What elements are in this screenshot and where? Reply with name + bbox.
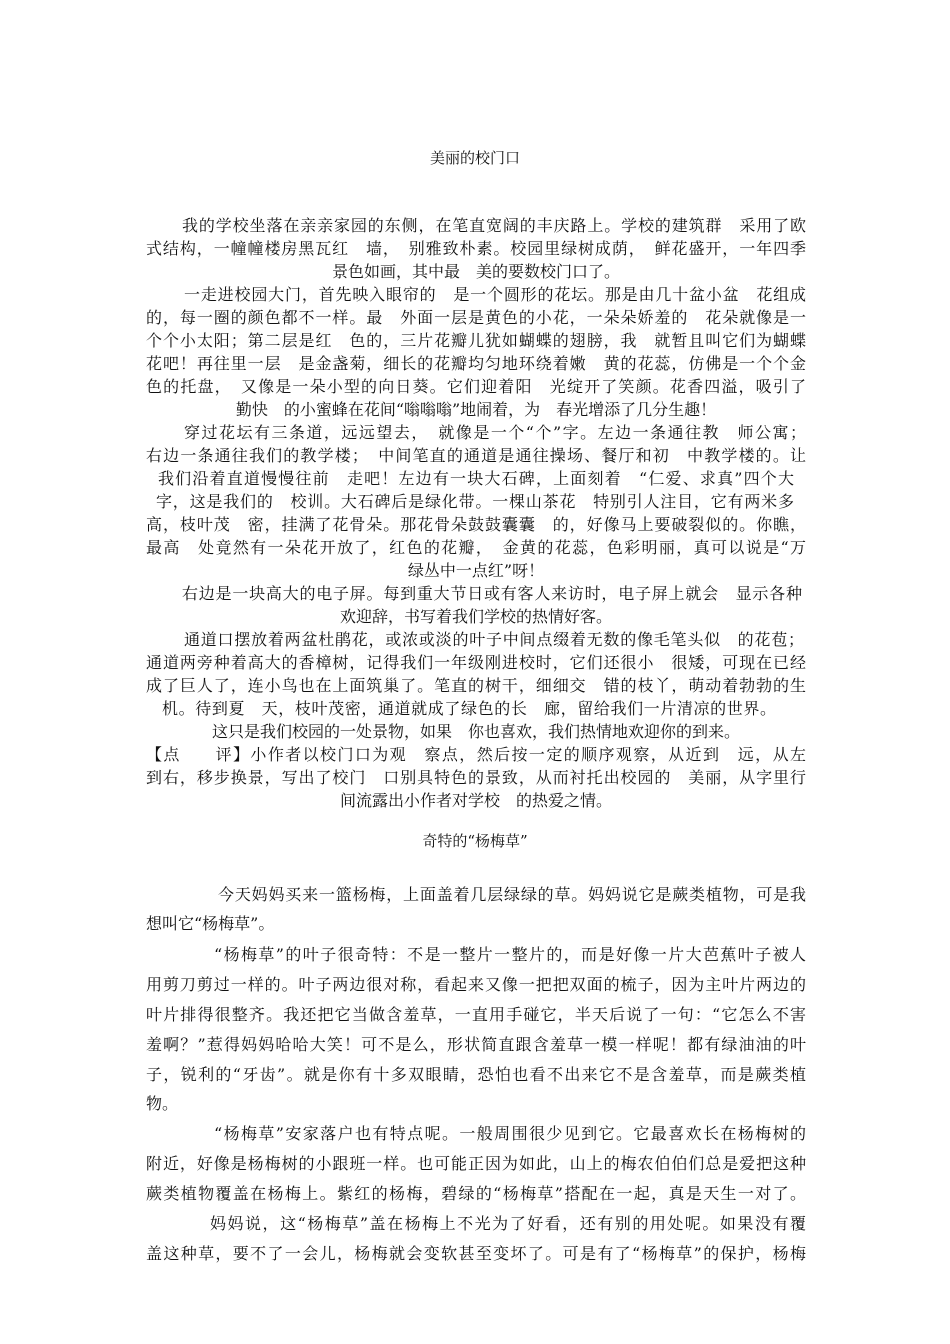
essay-1-line: 绿丛中一点红”呀！ <box>407 561 545 580</box>
essay-2-line: 子，锐利的“牙齿”。就是你有十多双眼睛，恐怕也看不出来它不是含羞草，而是蕨类植 <box>146 1065 806 1084</box>
essay-2-line: 叶片排得很整齐。我还把它当做含羞草，一直用手碰它，半天后说了一句：“它怎么不害 <box>146 1005 806 1024</box>
essay-2-line: “杨梅草”安家落户也有特点呢。一般周围很少见到它。它最喜欢长在杨梅树的 <box>214 1124 806 1143</box>
essay-1-line: 字，这是我们的 校训。大石碑后是绿化带。一棵山茶花 特别引人注目，它有两米多 <box>156 492 794 511</box>
essay-1-line: 欢迎辞，书写着我们学校的热情好客。 <box>339 607 612 626</box>
essay-1-line: 右边是一块高大的电子屏。每到重大节日或有客人来访时，电子屏上就会 显示各种 <box>182 584 802 603</box>
essay-2-line: 物。 <box>146 1094 179 1113</box>
essay-1-line: 勤快 的小蜜蜂在花间“嗡嗡嗡”地闹着，为 春光增添了几分生趣！ <box>235 400 717 419</box>
essay-1-line: 间流露出小作者对学校 的热爱之情。 <box>339 791 612 810</box>
essay-2-line: 用剪刀剪过一样的。叶子两边很对称，看起来又像一把把双面的梳子，因为主叶片两边的 <box>146 975 806 994</box>
essay-1-line: 高，枝叶茂 密，挂满了花骨朵。那花骨朵鼓鼓囊囊 的，好像马上要破裂似的。你瞧， <box>146 515 806 534</box>
essay-1-line: 通道口摆放着两盆杜鹃花，或浓或淡的叶子中间点缀着无数的像毛笔头似 的花苞； <box>184 630 804 649</box>
essay-2-line: 今天妈妈买来一篮杨梅，上面盖着几层绿绿的草。妈妈说它是蕨类植物，可是我 <box>218 885 806 904</box>
essay-2-line: 羞啊？”惹得妈妈哈哈大笑！可不是么，形状简直跟含羞草一模一样呢！都有绿油油的叶 <box>146 1035 806 1054</box>
essay-1-line: 成了巨人了，连小鸟也在上面筑巢了。笔直的树干，细细交 错的枝丫，萌动着勃勃的生 <box>146 676 806 695</box>
essay-1-line: 右边一条通往我们的教学楼； 中间笔直的通道是通往操场、餐厅和初 中教学楼的。让 <box>146 446 806 465</box>
essay-1-line: 的，每一圈的颜色都不一样。最 外面一层是黄色的小花，一朵朵娇羞的 花朵就像是一 <box>146 308 806 327</box>
essay-1-line: 机。待到夏 天，枝叶茂密，通道就成了绿色的长 廊，留给我们一片清凉的世界。 <box>162 699 776 718</box>
essay-2-line: 妈妈说，这“杨梅草”盖在杨梅上不光为了好看，还有别的用处呢。如果没有覆 <box>210 1214 806 1233</box>
essay-1-line: 我的学校坐落在亲亲家园的东侧，在笔直宽阔的丰庆路上。学校的建筑群 采用了欧 <box>182 216 806 235</box>
essay-1-line: 这只是我们校园的一处景物，如果 你也喜欢，我们热情地欢迎你的到来。 <box>211 722 740 741</box>
essay-2-title: 奇特的“杨梅草” <box>422 832 528 850</box>
essay-1-line: 式结构，一幢幢楼房黑瓦红 墙， 别雅致朴素。校园里绿树成荫， 鲜花盛开，一年四季 <box>146 239 806 258</box>
essay-2-line: “杨梅草”的叶子很奇特：不是一整片一整片的，而是好像一片大芭蕉叶子被人 <box>214 945 806 964</box>
essay-1-line: 花吧！再往里一层 是金盏菊，细长的花瓣均匀地环绕着嫩 黄的花蕊，仿佛是一个个金 <box>146 354 806 373</box>
essay-1-line: 穿过花坛有三条道，远远望去， 就像是一个“个”字。左边一条通往教 师公寓； <box>184 423 806 442</box>
essay-1-title: 美丽的校门口 <box>429 149 520 167</box>
essay-1-line: 最高 处竟然有一朵花开放了，红色的花瓣， 金黄的花蕊，色彩明丽，真可以说是“万 <box>146 538 806 557</box>
essay-1-line: 一走进校园大门，首先映入眼帘的 是一个圆形的花坛。那是由几十盆小盆 花组成 <box>184 285 806 304</box>
essay-2-line: 附近，好像是杨梅树的小跟班一样。也可能正因为如此，山上的梅农伯伯们总是爱把这种 <box>146 1154 806 1173</box>
essay-1-line: 到右，移步换景，写出了校门 口别具特色的景致，从而衬托出校园的 美丽，从字里行 <box>146 768 806 787</box>
essay-1-line: 我们沿着直道慢慢往前 走吧！左边有一块大石碑，上面刻着 “仁爱、求真”四个大 <box>158 469 794 488</box>
essay-1-line: 通道两旁种着高大的香樟树，记得我们一年级刚进校时，它们还很小 很矮，可现在已经 <box>146 653 806 672</box>
essay-1-line: 个个小太阳；第二层是红 色的，三片花瓣儿犹如蝴蝶的翅膀，我 就暂且叫它们为蝴蝶 <box>146 331 806 350</box>
essay-2-line: 盖这种草，要不了一会儿，杨梅就会变软甚至变坏了。可是有了“杨梅草”的保护，杨梅 <box>146 1244 806 1263</box>
essay-1-line: 景色如画，其中最 美的要数校门口了。 <box>331 262 620 281</box>
essay-2-line: 想叫它“杨梅草”。 <box>146 914 275 933</box>
essay-1-line: 【点 评】小作者以校门口为观 察点，然后按一定的顺序观察，从近到 远，从左 <box>146 745 806 764</box>
essay-2-line: 蕨类植物覆盖在杨梅上。紫红的杨梅，碧绿的“杨梅草”搭配在一起，真是天生一对了。 <box>146 1184 806 1203</box>
essay-1-line: 色的托盘， 又像是一朵小型的向日葵。它们迎着阳 光绽开了笑颜。花香四溢，吸引了 <box>146 377 806 396</box>
